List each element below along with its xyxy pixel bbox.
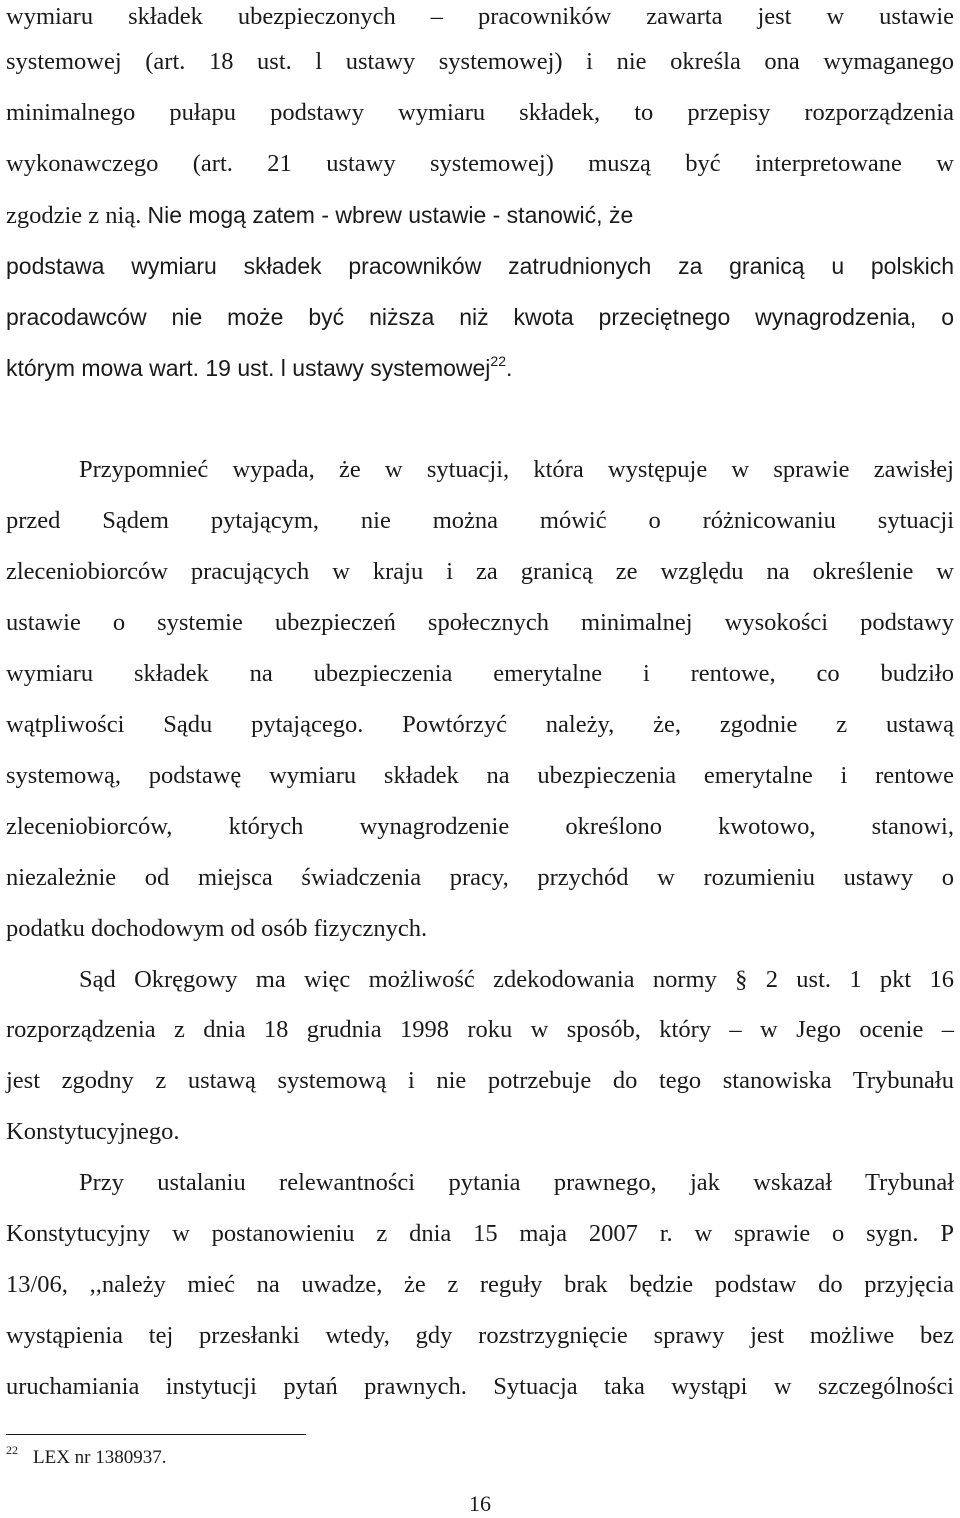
text-line: pracodawców nie może być niższa niż kwota przeciętnego wynagrodzenia, o xyxy=(6,304,954,330)
text-line: wystąpienia tej przesłanki wtedy, gdy rozstrzygnięcie sprawy jest możliwe bez xyxy=(6,1322,954,1349)
text-line: zleceniobiorców, których wynagrodzenie określono kwotowo, stanowi, xyxy=(6,813,954,840)
text-line: ustawie o systemie ubezpieczeń społecznych minimalnej wysokości podstawy xyxy=(6,609,954,636)
text-line: wymiaru składek na ubezpieczenia emerytalne i rentowe, co budziło xyxy=(6,660,954,687)
text-line xyxy=(6,351,954,385)
text-line: wymiaru składek ubezpieczonych – pracowników zawarta jest w ustawie xyxy=(6,3,954,30)
text-line: wątpliwości Sądu pytającego. Powtórzyć należy, że, zgodnie z ustawą xyxy=(6,711,954,738)
page-number: 16 xyxy=(469,1491,491,1516)
text-line: jest zgodny z ustawą systemową i nie potrzebuje do tego stanowiska Trybunału xyxy=(6,1067,954,1094)
paragraph-first-line: Sąd Okręgowy ma więc możliwość zdekodowania normy § 2 ust. 1 pkt 16 xyxy=(79,966,954,993)
text-segment-sans: Nie mogą zatem - wbrew ustawie - stanowić, że xyxy=(147,202,634,228)
text-segment: zgodzie z nią. xyxy=(6,202,142,229)
text-line: wykonawczego (art. 21 ustawy systemowej) muszą być interpretowane w xyxy=(6,150,954,177)
text-line: uruchamiania instytucji pytań prawnych. Sytuacja taka wystąpi w szczególności xyxy=(6,1373,954,1400)
text-line: systemowej (art. 18 ust. l ustawy systemowej) i nie określa ona wymaganego xyxy=(6,48,954,75)
text-line: niezależnie od miejsca świadczenia pracy, przychód w rozumieniu ustawy o xyxy=(6,864,954,891)
text-line: podatku dochodowym od osób fizycznych. xyxy=(6,915,428,942)
text-line: systemową, podstawę wymiaru składek na ubezpieczenia emerytalne i rentowe xyxy=(6,762,954,789)
text-line xyxy=(6,198,954,233)
text-segment: . xyxy=(506,355,513,381)
footnote-ref: 22 xyxy=(490,353,506,369)
text-segment: którym mowa wart. 19 ust. l ustawy systemowej xyxy=(6,355,491,381)
paragraph-first-line: Przypomnieć wypada, że w sytuacji, która występuje w sprawie zawisłej xyxy=(79,456,954,483)
text-line: minimalnego pułapu podstawy wymiaru składek, to przepisy rozporządzenia xyxy=(6,99,954,126)
paragraph-first-line: Przy ustalaniu relewantności pytania prawnego, jak wskazał Trybunał xyxy=(79,1169,954,1196)
footnote-separator xyxy=(6,1434,306,1435)
text-line: podstawa wymiaru składek pracowników zatrudnionych za granicą u polskich xyxy=(6,253,954,279)
text-line: przed Sądem pytającym, nie można mówić o różnicowaniu sytuacji xyxy=(6,507,954,534)
text-line: rozporządzenia z dnia 18 grudnia 1998 roku w sposób, który – w Jego ocenie – xyxy=(6,1016,954,1043)
text-line: 13/06, ,,należy mieć na uwadze, że z reguły brak będzie podstaw do przyjęcia xyxy=(6,1271,954,1298)
text-line: Konstytucyjnego. xyxy=(6,1118,180,1145)
footnote: 22 LEX nr 1380937. xyxy=(6,1443,167,1468)
text-line: zleceniobiorców pracujących w kraju i za granicą ze względu na określenie w xyxy=(6,558,954,585)
text-line: Konstytucyjny w postanowieniu z dnia 15 maja 2007 r. w sprawie o sygn. P xyxy=(6,1220,954,1247)
footnote-text: LEX nr 1380937. xyxy=(33,1447,167,1468)
